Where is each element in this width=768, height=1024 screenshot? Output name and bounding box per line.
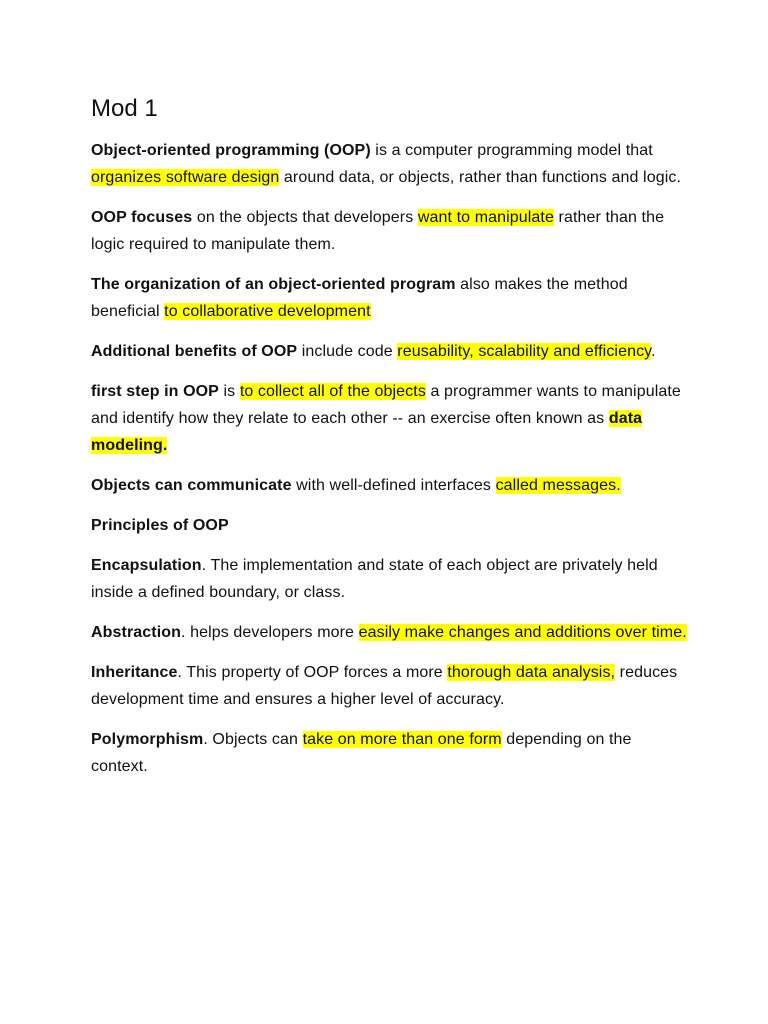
highlighted-text: to collaborative development	[164, 303, 371, 320]
paragraph	[91, 619, 691, 646]
text-run: .	[651, 343, 656, 360]
paragraph	[91, 726, 691, 780]
text-run: . Objects can	[203, 731, 303, 748]
highlighted-text: to collect all of the objects	[239, 383, 426, 400]
text-run: . The implementation and state of each object are privately held inside a defined boundary, or class.	[91, 557, 658, 601]
bold-term: Inheritance	[91, 664, 178, 681]
highlighted-text: organizes software design	[91, 169, 280, 186]
highlighted-text: take on more than one form	[302, 731, 502, 748]
text-run: reduces development time and ensures a higher level of accuracy.	[91, 664, 678, 708]
text-run: around data, or objects, rather than functions and logic.	[279, 169, 681, 186]
paragraph	[91, 659, 691, 713]
bold-term: Polymorphism	[91, 731, 204, 748]
paragraph	[91, 472, 691, 499]
bold-term: Principles of OOP	[91, 517, 229, 534]
bold-term: Abstraction	[91, 624, 181, 641]
document-body	[91, 93, 691, 793]
paragraph	[91, 512, 691, 539]
paragraph	[91, 271, 691, 325]
text-run: on the objects that developers	[192, 209, 418, 226]
text-run: a programmer wants to manipulate and identify how they relate to each other -- an exercise often known as	[91, 383, 681, 427]
bold-term: Objects can communicate	[91, 477, 292, 494]
text-run: depending on the context.	[91, 731, 632, 775]
text-run: with well-defined interfaces	[291, 477, 496, 494]
text-run: is a computer programming model that	[370, 142, 653, 159]
bold-term: Additional benefits of OOP	[91, 343, 298, 360]
paragraph	[91, 338, 691, 365]
bold-term: first step in OOP	[91, 383, 219, 400]
bold-term: Encapsulation	[91, 557, 202, 574]
text-run: rather than the logic required to manipulate them.	[91, 209, 665, 253]
bold-term: The organization of an object-oriented program	[91, 276, 456, 293]
text-run: also makes the method beneficial	[91, 276, 628, 320]
paragraph	[91, 204, 691, 258]
paragraph	[91, 378, 691, 459]
text-run: is	[218, 383, 240, 400]
highlighted-text: easily make changes and additions over time.	[358, 624, 687, 641]
text-run: . helps developers more	[181, 624, 359, 641]
text-run: include code	[297, 343, 398, 360]
highlighted-text: want to manipulate	[417, 209, 554, 226]
bold-term: OOP focuses	[91, 209, 193, 226]
bold-highlighted-text: data modeling.	[91, 410, 643, 454]
paragraph-list	[91, 137, 691, 780]
highlighted-text: called messages.	[495, 477, 621, 494]
text-run: . This property of OOP forces a more	[177, 664, 448, 681]
paragraph	[91, 552, 691, 606]
paragraph	[91, 137, 691, 191]
bold-term: Object-oriented programming (OOP)	[91, 142, 371, 159]
highlighted-text: reusability, scalability and efficiency	[397, 343, 652, 360]
page-title: Mod 1	[91, 95, 158, 122]
highlighted-text: thorough data analysis,	[447, 664, 616, 681]
